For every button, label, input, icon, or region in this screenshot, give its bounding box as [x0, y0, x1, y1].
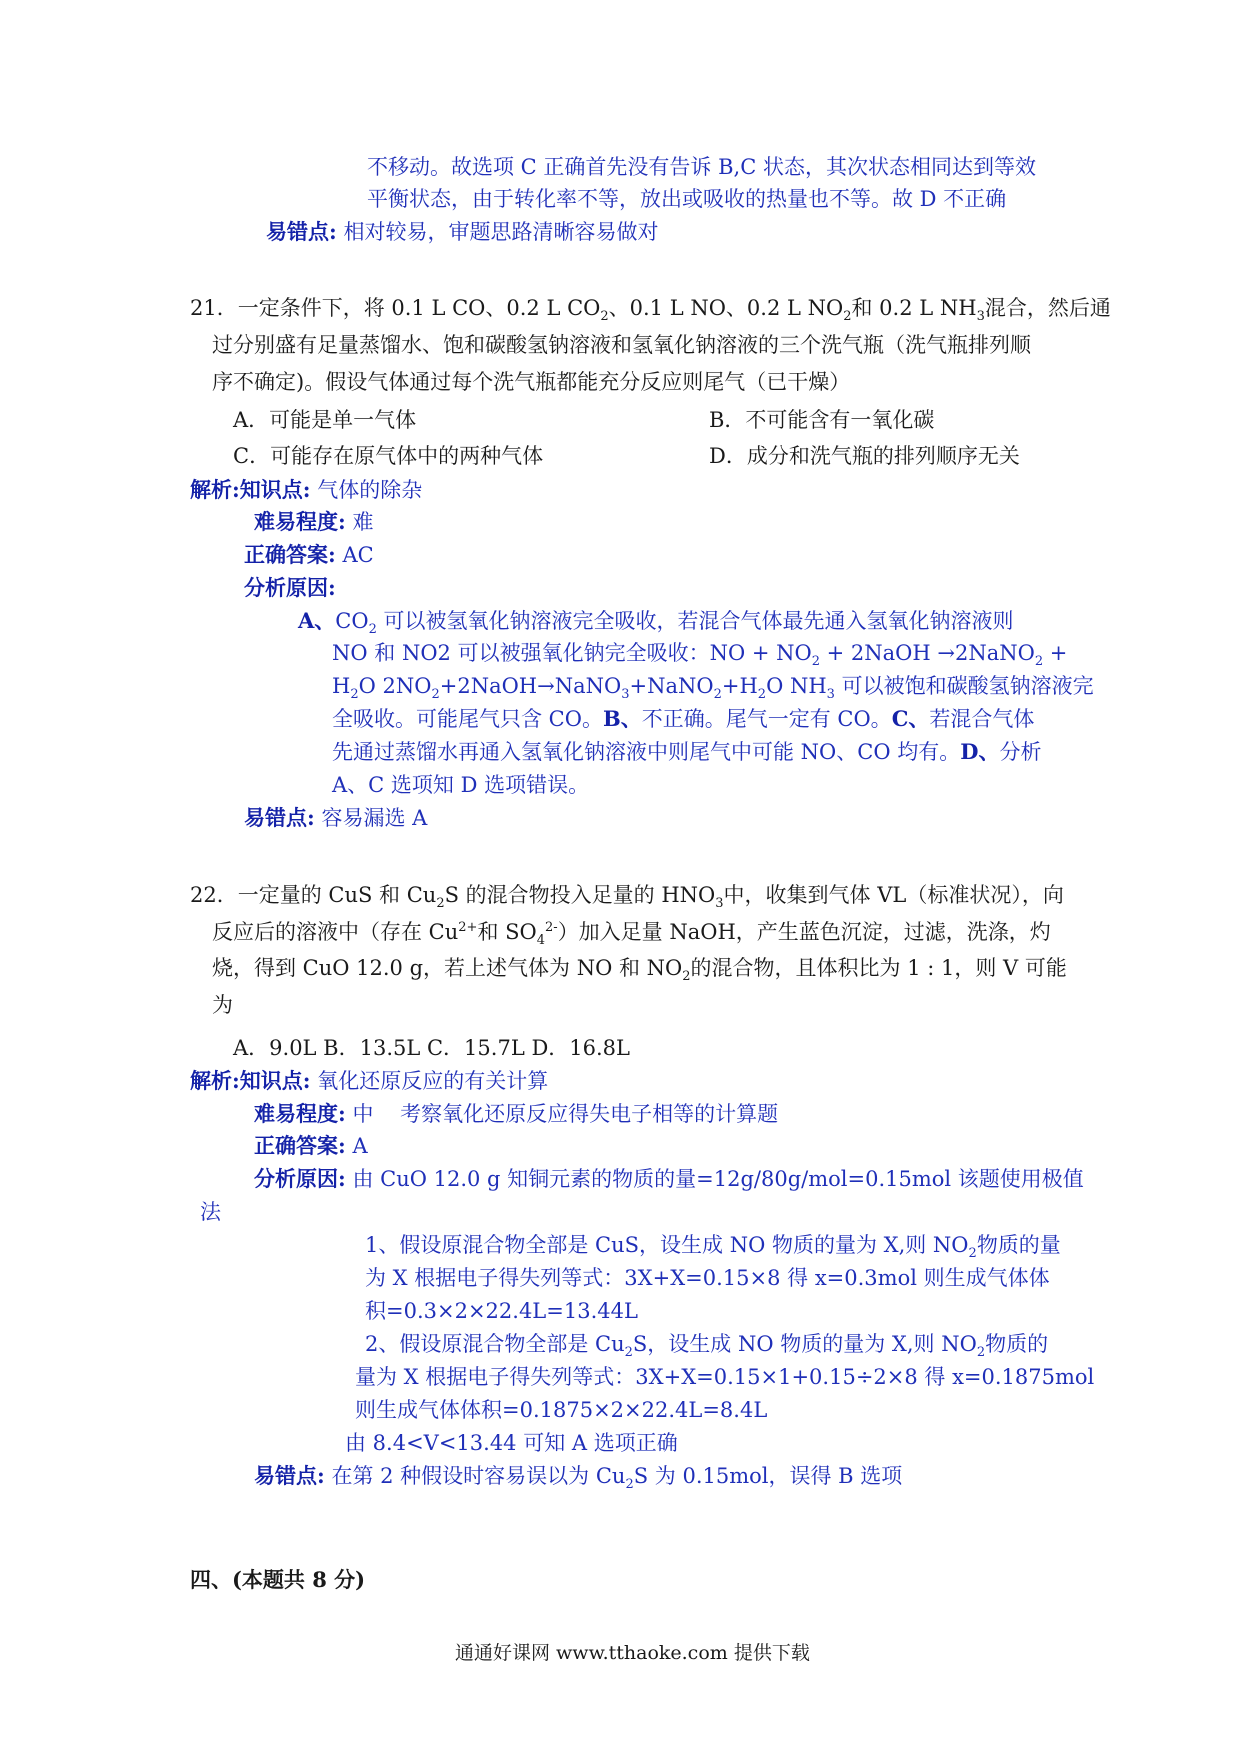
reason-text: +NaNO	[629, 674, 714, 698]
answer-text: AC	[342, 543, 374, 567]
page-footer: 通通好课网 www.tthaoke.com 提供下载	[455, 1642, 810, 1664]
difficulty-label: 难易程度:	[254, 509, 346, 534]
prev-line-2: 平衡状态，由于转化率不等，放出或吸收的热量也不等。故 D 不正确	[367, 187, 1007, 211]
q21-option-a: A．可能是单一气体	[233, 408, 417, 432]
error-text-part: S 为 0.15mol，误得 B 选项	[633, 1464, 903, 1488]
reason-text: +	[1043, 641, 1068, 665]
q22-text: 的混合物，且体积比为 1 : 1，则 V 可能	[690, 956, 1067, 980]
reason-text: 分析	[999, 740, 1042, 764]
q22-answer	[254, 1131, 368, 1161]
knowledge-label: 知识点:	[239, 1068, 311, 1093]
q22-case-1-line-3: 积=0.3×2×22.4L=13.44L	[365, 1299, 638, 1323]
q21-option-c: C．可能存在原气体中的两种气体	[233, 444, 544, 468]
q22-error-point	[254, 1461, 902, 1491]
error-label: 易错点:	[266, 219, 337, 244]
difficulty-text: 中 考察氧化还原反应得失电子相等的计算题	[352, 1102, 779, 1126]
error-text: 在第 2 种假设时容易误以为 $Cu_2S$ 为 0.15mol，误得 B 选项	[331, 1464, 903, 1493]
q21-reason-line-1: A、$CO_2$ 可以被氢氧化钠溶液完全吸收，若混合气体最先通入氢氧化钠溶液则	[298, 608, 1014, 638]
q22-line-2: 反应后的溶液中（存在 $Cu^{2+}$和 $SO_4^{2-}$）加入足量 NaOH，产生蓝色沉淀，过滤，洗涤，灼	[212, 920, 1051, 949]
q21-reason-label	[244, 573, 336, 603]
reason-text: O 2NO	[358, 674, 432, 698]
option-marker: C、	[891, 706, 930, 731]
reason-text: 可以被饱和碳酸氢钠溶液完	[834, 674, 1094, 698]
case-text: 物质的	[985, 1332, 1049, 1356]
q22-text: S 的混合物投入足量的 HNO	[444, 883, 716, 907]
error-label: 易错点:	[244, 805, 315, 830]
error-text-part: 在第 2 种假设时容易误以为 Cu	[331, 1464, 626, 1488]
reason-text: +H	[721, 674, 758, 698]
reason-text: 可以被氢氧化钠溶液完全吸收，若混合气体最先通入氢氧化钠溶液则	[376, 609, 1014, 633]
q21-line-1: 21．一定条件下，将 0.1 L CO、0.2 L $CO_2$、0.1 L NO、0.2 L $NO_2$和 0.2 L $NH_3$混合，然后通	[190, 296, 1111, 325]
option-marker: D、	[960, 739, 1000, 764]
q22-case-1-line-1: 1、假设原混合物全部是 CuS，设生成 NO 物质的量为 X,则 $NO_2$物质的量	[365, 1233, 1061, 1262]
q22-text: 和 SO	[477, 920, 537, 944]
section-heading: 四、(本题共 8 分)	[190, 1567, 366, 1592]
analysis-label: 解析:	[190, 1068, 240, 1093]
analysis-label: 解析:	[190, 477, 240, 502]
q21-knowledge	[190, 475, 422, 505]
q22-line-1: 22．一定量的 CuS 和 $Cu_2S$ 的混合物投入足量的 $HNO_3$中，收集到气体 VL（标准状况），向	[190, 883, 1064, 912]
error-text: 容易漏选 A	[321, 806, 428, 830]
q21-reason-line-6: A、C 选项知 D 选项错误。	[332, 773, 590, 797]
reason-text: H	[332, 674, 351, 698]
answer-text: A	[352, 1134, 368, 1158]
reason-label: 分析原因:	[244, 575, 336, 600]
error-label: 易错点:	[254, 1463, 325, 1488]
q22-line-3: 烧，得到 CuO 12.0 g，若上述气体为 NO 和 $NO_2$的混合物，且体积比为 1 : 1，则 V 可能	[212, 956, 1067, 985]
q22-text: 中，收集到气体 VL（标准状况），向	[723, 883, 1064, 907]
reason-text: +2NaOH→NaNO	[439, 674, 622, 698]
reason-text: 由 CuO 12.0 g 知铜元素的物质的量=12g/80g/mol=0.15mol 该题使用极值	[352, 1167, 1084, 1191]
q21-answer	[244, 540, 374, 570]
q21-error-point	[244, 803, 427, 833]
q22-difficulty	[254, 1099, 778, 1129]
case-text: 1、假设原混合物全部是 CuS，设生成 NO 物质的量为 X,则 NO	[365, 1233, 969, 1257]
knowledge-text: 氧化还原反应的有关计算	[317, 1069, 549, 1093]
q21-difficulty	[254, 507, 373, 537]
q21-reason-line-4	[332, 704, 1034, 734]
q21-text: 、0.1 L NO、0.2 L NO	[608, 296, 844, 320]
knowledge-text: 气体的除杂	[317, 478, 423, 502]
reason-text: NO 和 NO2 可以被强氧化钠完全吸收：NO + NO	[332, 641, 812, 665]
q22-case-1-line-2: 为 X 根据电子得失列等式：3X+X=0.15×8 得 x=0.3mol 则生成气体体	[365, 1266, 1050, 1290]
q21-line-3: 序不确定)。假设气体通过每个洗气瓶都能充分反应则尾气（已干燥）	[212, 370, 851, 394]
prev-error-point	[266, 217, 658, 247]
knowledge-label: 知识点:	[239, 477, 311, 502]
case-text: 2、假设原混合物全部是 Cu	[365, 1332, 625, 1356]
reason-text: 先通过蒸馏水再通入氢氧化钠溶液中则尾气中可能 NO、CO 均有。	[332, 740, 961, 764]
q22-text: 烧，得到 CuO 12.0 g，若上述气体为 NO 和 NO	[212, 956, 683, 980]
reason-text: + 2NaOH →2NaNO	[819, 641, 1035, 665]
q22-options: A．9.0L B．13.5L C．15.7L D．16.8L	[233, 1036, 630, 1060]
q21-text: 混合，然后通	[984, 296, 1111, 320]
answer-label: 正确答案:	[254, 1133, 346, 1158]
reason-text: O NH	[766, 674, 827, 698]
reason-text: CO	[335, 609, 369, 633]
q21-reason-line-3: $H_2O$ $2NO_2+2NaOH\to NaNO_3+NaNO_2+H_2O$ $NH_3$ 可以被饱和碳酸氢钠溶液完	[332, 674, 1094, 703]
q21-option-d: D．成分和洗气瓶的排列顺序无关	[709, 444, 1020, 468]
q22-case-2-line-2: 量为 X 根据电子得失列等式：3X+X=0.15×1+0.15÷2×8 得 x=0.1875mol	[355, 1365, 1095, 1389]
q22-reason	[254, 1164, 1084, 1194]
case-text: 物质的量	[976, 1233, 1061, 1257]
q22-conclusion: 由 8.4<V<13.44 可知 A 选项正确	[345, 1431, 678, 1455]
q22-knowledge	[190, 1066, 548, 1096]
q21-text: 和 0.2 L NH	[851, 296, 977, 320]
reason-label: 分析原因:	[254, 1166, 346, 1191]
q21-reason-line-2: NO 和 NO2 可以被强氧化钠完全吸收：NO + $NO_2$ + 2NaOH →2NaNO$_2$ +	[332, 641, 1068, 670]
q21-option-b: B．不可能含有一氧化碳	[709, 408, 935, 432]
q21-reason-line-5	[332, 737, 1041, 767]
q22-line-4: 为	[212, 993, 233, 1017]
q22-case-2-line-3: 则生成气体体积=0.1875×2×22.4L=8.4L	[355, 1398, 768, 1422]
answer-label: 正确答案:	[244, 542, 336, 567]
option-marker: A、	[298, 608, 336, 633]
reason-text: 不正确。尾气一定有 CO。	[641, 707, 892, 731]
difficulty-label: 难易程度:	[254, 1101, 346, 1126]
q22-text: 反应后的溶液中（存在 Cu	[212, 920, 459, 944]
difficulty-text: 难	[352, 510, 374, 534]
q21-line-2: 过分别盛有足量蒸馏水、饱和碳酸氢钠溶液和氢氧化钠溶液的三个洗气瓶（洗气瓶排列顺	[212, 333, 1031, 357]
reason-text: 全吸收。可能尾气只含 CO。	[332, 707, 603, 731]
reason-text: 若混合气体	[929, 707, 1035, 731]
prev-line-1: 不移动。故选项 C 正确首先没有告诉 B,C 状态，其次状态相同达到等效	[367, 155, 1036, 179]
q22-case-2-line-1: 2、假设原混合物全部是 $Cu_2S$，设生成 NO 物质的量为 X,则 $NO_2$物质的	[365, 1332, 1049, 1361]
option-marker: B、	[602, 706, 642, 731]
error-text: 相对较易，审题思路清晰容易做对	[343, 220, 659, 244]
case-text: S，设生成 NO 物质的量为 X,则 NO	[632, 1332, 977, 1356]
q21-text: 21．一定条件下，将 0.1 L CO、0.2 L CO	[190, 296, 601, 320]
q22-reason-fa: 法	[200, 1200, 221, 1224]
q22-text: ）加入足量 NaOH，产生蓝色沉淀，过滤，洗涤，灼	[557, 920, 1051, 944]
q22-text: 22．一定量的 CuS 和 Cu	[190, 883, 437, 907]
